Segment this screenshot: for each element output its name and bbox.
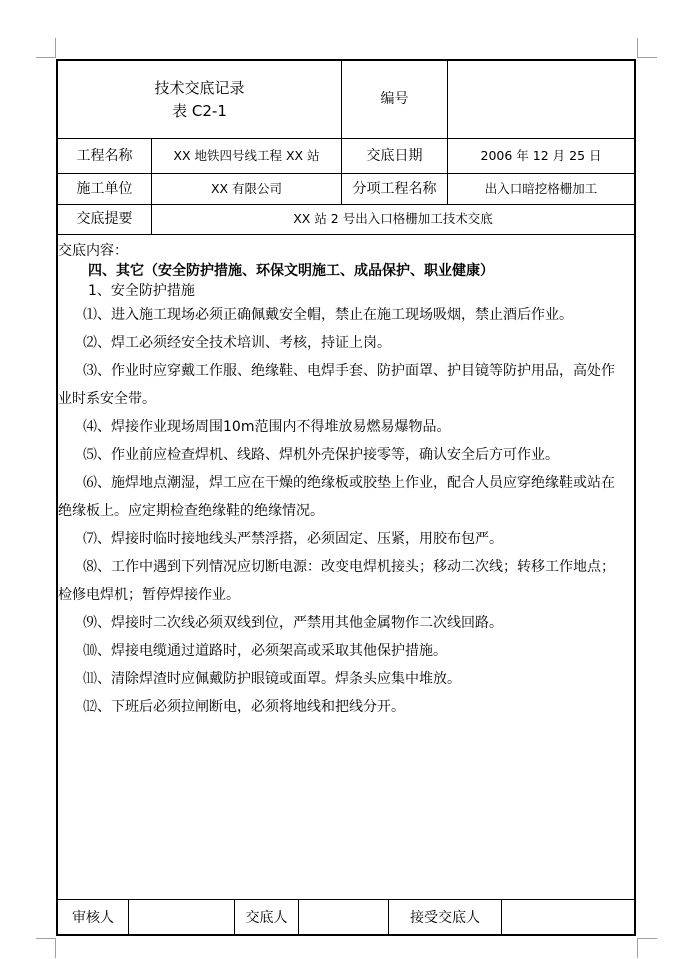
project-name-label: 工程名称 <box>76 147 133 164</box>
subproject-label: 分项工程名称 <box>352 180 437 197</box>
content-label: 交底内容： <box>58 243 128 259</box>
content-line: ⑾、清除焊渣时应佩戴防护眼镜或面罩。焊条头应集中堆放。 <box>83 671 461 687</box>
date-label: 交底日期 <box>366 147 423 164</box>
crop-mark <box>637 38 638 58</box>
sub-title: 1、安全防护措施 <box>88 283 195 299</box>
construction-unit-value: XX 有限公司 <box>210 180 283 196</box>
content-line: 绝缘板上。应定期检查绝缘鞋的绝缘情况。 <box>58 503 324 519</box>
crop-mark <box>637 938 638 958</box>
summary-value: XX 站 2 号出入口格栅加工技术交底 <box>293 211 493 227</box>
crop-mark <box>55 38 56 58</box>
discloser-value <box>299 900 388 936</box>
content-line: ⑴、进入施工现场必须正确佩戴安全帽，禁止在施工现场吸烟，禁止酒后作业。 <box>83 307 573 323</box>
date-value: 2006 年 12 月 25 日 <box>480 147 602 163</box>
content-line: 业时系安全带。 <box>58 391 156 407</box>
content-line: ⑺、焊接时临时接地线头严禁浮搭，必须固定、压紧，用胶布包严。 <box>83 531 503 547</box>
section-title: 四、其它（安全防护措施、环保文明施工、成品保护、职业健康） <box>88 263 494 279</box>
receiver-value <box>502 900 634 936</box>
crop-mark <box>637 57 657 58</box>
content-line: 检修电焊机；暂停焊接作业。 <box>58 587 240 603</box>
construction-unit-label: 施工单位 <box>76 180 133 197</box>
content-line: ⑼、焊接时二次线必须双线到位，严禁用其他金属物作二次线回路。 <box>83 615 503 631</box>
content-line: ⑽、焊接电缆通过道路时，必须架高或采取其他保护措施。 <box>83 643 447 659</box>
content-line: ⑸、作业前应检查焊机、线路、焊机外壳保护接零等，确认安全后方可作业。 <box>83 447 559 463</box>
form-title: 技术交底记录 <box>154 79 245 97</box>
content-line: ⑶、作业时应穿戴工作服、绝缘鞋、电焊手套、防护面罩、护目镜等防护用品，高处作 <box>83 363 615 379</box>
crop-mark <box>36 938 56 939</box>
form-title-cell <box>58 61 341 138</box>
content-line: ⑵、焊工必须经安全技术培训、考核，持证上岗。 <box>83 335 391 351</box>
discloser-label: 交底人 <box>245 909 288 926</box>
form-number: 表 C2-1 <box>172 101 227 120</box>
disclosure-form <box>56 59 636 936</box>
project-name-value: XX 地铁四号线工程 XX 站 <box>173 147 320 163</box>
reviewer-label: 审核人 <box>72 909 114 926</box>
content-line: ⑹、施焊地点潮湿，焊工应在干燥的绝缘板或胶垫上作业，配合人员应穿绝缘鞋或站在 <box>83 475 615 491</box>
number-value <box>448 61 634 138</box>
crop-mark <box>55 938 56 958</box>
content-line: ⑿、下班后必须拉闸断电，必须将地线和把线分开。 <box>83 699 405 715</box>
content-line: ⑷、焊接作业现场周围10m范围内不得堆放易燃易爆物品。 <box>83 419 451 435</box>
number-label: 编号 <box>380 91 409 107</box>
crop-mark <box>36 57 56 58</box>
subproject-value: 出入口暗挖格栅加工 <box>484 180 598 196</box>
crop-mark <box>637 938 657 939</box>
content-line: ⑻、工作中遇到下列情况应切断电源：改变电焊机接头；移动二次线；转移工作地点； <box>83 559 615 575</box>
receiver-label: 接受交底人 <box>410 909 480 926</box>
disclosure-content <box>58 235 634 721</box>
reviewer-value <box>129 900 234 936</box>
summary-label: 交底提要 <box>76 211 133 227</box>
